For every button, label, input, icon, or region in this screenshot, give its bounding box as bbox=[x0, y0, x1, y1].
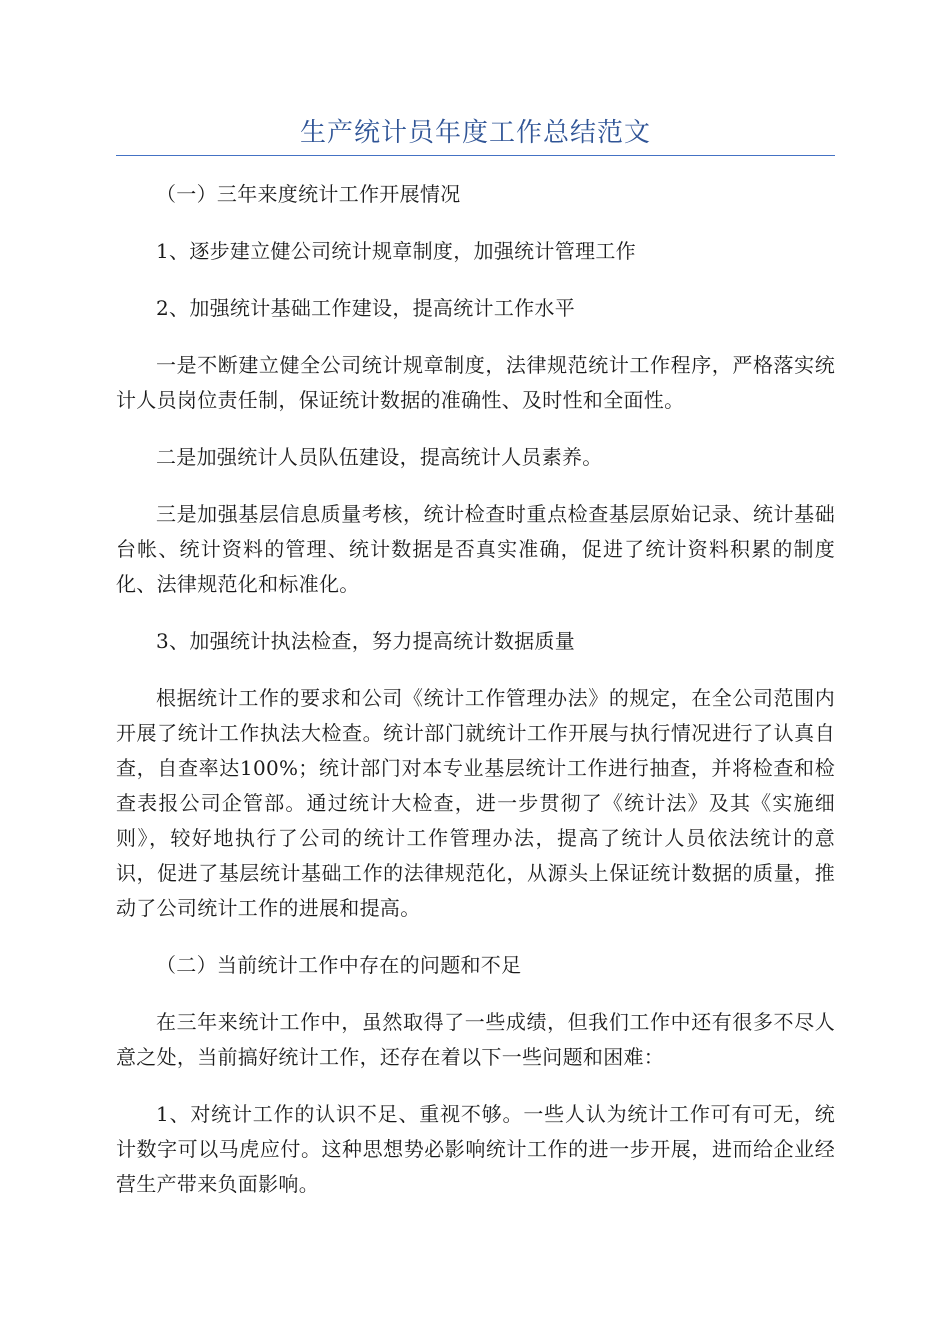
paragraph-problems-intro: 在三年来统计工作中，虽然取得了一些成绩，但我们工作中还有很多不尽人意之处，当前搞好统计工作，还存在着以下一些问题和困难： bbox=[116, 1010, 835, 1069]
list-item-1: 1、逐步建立健公司统计规章制度，加强统计管理工作 bbox=[156, 239, 636, 263]
paragraph-inspection: 根据统计工作的要求和公司《统计工作管理办法》的规定，在全公司范围内开展了统计工作执法大检查。统计部门就统计工作开展与执行情况进行了认真自查，自查率达100%；统计部门对本专业基层统计工作进行抽查，并将检查和检查表报公司企管部。通过统计大检查，进一步贯彻了《统计法》及其《实施细则》，较好地执行了公司的统计工作管理办法，提高了统计人员依法统计的意识，促进了基层统计基础工作的法律规范化，从源头上保证统计数据的质量，推动了公司统计工作的进展和提高。 bbox=[116, 686, 835, 920]
list-item-3: 3、加强统计执法检查，努力提高统计数据质量 bbox=[156, 629, 576, 653]
paragraph-first-point: 一是不断建立健全公司统计规章制度，法律规范统计工作程序，严格落实统计人员岗位责任制，保证统计数据的准确性、及时性和全面性。 bbox=[116, 353, 835, 412]
document-body bbox=[116, 177, 835, 1224]
paragraph-problem-1: 1、对统计工作的认识不足、重视不够。一些人认为统计工作可有可无，统计数字可以马虎应付。这种思想势必影响统计工作的进一步开展，进而给企业经营生产带来负面影响。 bbox=[116, 1102, 835, 1196]
list-item-2: 2、加强统计基础工作建设，提高统计工作水平 bbox=[156, 296, 576, 320]
paragraph-third-point: 三是加强基层信息质量考核，统计检查时重点检查基层原始记录、统计基础台帐、统计资料的管理、统计数据是否真实准确，促进了统计资料积累的制度化、法律规范化和标准化。 bbox=[116, 502, 835, 596]
document-title: 生产统计员年度工作总结范文 bbox=[299, 118, 651, 148]
paragraph-second-point: 二是加强统计人员队伍建设，提高统计人员素养。 bbox=[156, 445, 603, 469]
title-underline bbox=[116, 155, 835, 156]
section-heading-1: （一）三年来度统计工作开展情况 bbox=[156, 182, 461, 206]
section-heading-2: （二）当前统计工作中存在的问题和不足 bbox=[156, 953, 522, 977]
